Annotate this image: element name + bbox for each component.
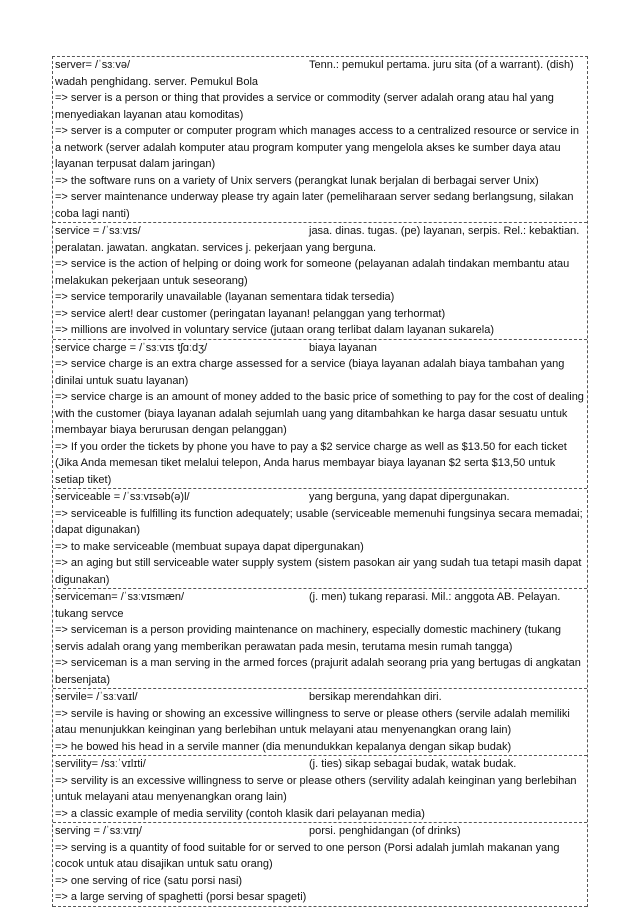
entry-example: => servile is having or showing an excessive willingness to serve or please others (servile adalah memiliki atau menunjukkan keinginan yang berlebihan untuk melayani atau menyenangkan orang lain) bbox=[55, 707, 570, 736]
dictionary-entry bbox=[53, 57, 587, 223]
entry-example: => he bowed his head in a servile manner (dia menundukkan kepalanya dengan sikap budak) bbox=[55, 740, 512, 753]
entry-definition: biaya layanan bbox=[309, 341, 377, 354]
entry-definition: (j. ties) sikap sebagai budak, watak budak. bbox=[309, 758, 517, 770]
entry-example: => servility is an excessive willingness to serve or please others (servility adalah keinginan yang berlebihan untuk melayani atau menyenangkan orang lain) bbox=[55, 774, 577, 803]
dictionary-entry bbox=[53, 823, 587, 907]
entry-heading bbox=[55, 223, 585, 256]
entry-definition: Tenn.: pemukul pertama. juru sita (of a warrant). (dish) wadah penghidang. server. Pemukul Bola bbox=[55, 59, 574, 88]
entry-example: => service charge is an extra charge assessed for a service (biaya layanan adalah biaya tambahan yang dinilai untuk suatu layanan) bbox=[55, 358, 565, 387]
entry-word: serviceman= /ˈsɜːvɪsmæn/ bbox=[55, 591, 185, 603]
entry-example: => serviceman is a man serving in the armed forces (prajurit adalah seorang pria yang bertugas di angkatan bersenjata) bbox=[55, 657, 581, 686]
entry-example: => serviceable is fulfilling its function adequately; usable (serviceable memenuhi fungsinya secara memadai; dapat digunakan) bbox=[55, 507, 583, 536]
entry-heading bbox=[55, 340, 585, 357]
dictionary-entry bbox=[53, 340, 587, 490]
entry-example: => to make serviceable (membuat supaya dapat dipergunakan) bbox=[55, 540, 364, 553]
entry-word: service charge = /ˈsɜːvɪs tʃɑːdʒ/ bbox=[55, 341, 208, 354]
entry-example: => server is a computer or computer program which manages access to a centralized resource or service in a network (server adalah komputer atau program komputer yang mengelola akses ke sumber daya atau layanan terpusat dalam jaringan) bbox=[55, 125, 579, 170]
entry-definition: porsi. penghidangan (of drinks) bbox=[309, 825, 461, 837]
dictionary-entry bbox=[53, 756, 587, 823]
entry-example: => one serving of rice (satu porsi nasi) bbox=[55, 874, 243, 887]
entry-example: => the software runs on a variety of Unix servers (perangkat lunak berjalan di berbagai server Unix) bbox=[55, 174, 539, 187]
entry-example: => If you order the tickets by phone you have to pay a $2 service charge as well as $13.50 for each ticket (Jika Anda memesan tiket melalui telepon, Anda harus membayar biaya layanan $2 serta $13,50 untuk setiap tiket) bbox=[55, 440, 567, 486]
entry-example: => serving is a quantity of food suitable for or served to one person (Porsi adalah jumlah makanan yang cocok untuk atau disajikan untuk satu orang) bbox=[55, 841, 560, 870]
entry-example: => a large serving of spaghetti (porsi besar spageti) bbox=[55, 891, 307, 903]
entry-example: => service is the action of helping or doing work for someone (pelayanan adalah tindakan membantu atau melakukan pekerjaan untuk seseorang) bbox=[55, 258, 570, 287]
dictionary-entry bbox=[53, 223, 587, 340]
entry-example: => server is a person or thing that provides a service or commodity (server adalah orang atau hal yang menyediakan layanan atau komoditas) bbox=[55, 92, 554, 121]
entry-heading bbox=[55, 589, 585, 622]
entry-example: => server maintenance underway please try again later (pemeliharaan server sedang berlangsung, silakan coba lagi nanti) bbox=[55, 191, 574, 220]
dictionary-document bbox=[52, 56, 588, 907]
entry-definition: yang berguna, yang dapat dipergunakan. bbox=[309, 491, 510, 503]
dictionary-entry bbox=[53, 489, 587, 589]
entry-word: service = /ˈsɜːvɪs/ bbox=[55, 225, 141, 237]
entry-example: => serviceman is a person providing maintenance on machinery, especially domestic machinery (tukang servis adalah orang yang memberikan perawatan pada mesin, terutama mesin rumah tangga) bbox=[55, 624, 562, 653]
entry-definition: bersikap merendahkan diri. bbox=[309, 691, 442, 703]
entry-heading bbox=[55, 689, 585, 706]
entry-example: => a classic example of media servility (contoh klasik dari pelayanan media) bbox=[55, 807, 425, 820]
entry-heading bbox=[55, 823, 585, 840]
entry-word: servility= /sɜːˈvɪlɪti/ bbox=[55, 758, 146, 770]
dictionary-entry bbox=[53, 689, 587, 756]
entry-word: servile= /ˈsɜːvaɪl/ bbox=[55, 691, 138, 703]
entry-heading bbox=[55, 57, 585, 90]
entry-heading bbox=[55, 489, 585, 506]
entry-word: serving = /ˈsɜːvɪŋ/ bbox=[55, 825, 142, 837]
entry-example: => service temporarily unavailable (layanan sementara tidak tersedia) bbox=[55, 291, 395, 303]
dictionary-entry bbox=[53, 589, 587, 689]
entry-heading bbox=[55, 756, 585, 773]
entry-example: => an aging but still serviceable water supply system (sistem pasokan air yang sudah tua tetapi masih dapat digunakan) bbox=[55, 557, 582, 586]
entry-definition: jasa. dinas. tugas. (pe) layanan, serpis. Rel.: kebaktian. peralatan. jawatan. angkatan. services j. pekerjaan yang berguna. bbox=[55, 225, 580, 254]
entry-example: => service alert! dear customer (peringatan layanan! pelanggan yang terhormat) bbox=[55, 307, 446, 320]
entry-word: serviceable = /ˈsɜːvɪsəb(ə)l/ bbox=[55, 491, 190, 503]
entry-example: => service charge is an amount of money added to the basic price of something to pay for the cost of dealing with the customer (biaya layanan adalah sejumlah uang yang ditambahkan ke harga dasar sesuatu untuk membayar biaya berurusan dengan pelanggan) bbox=[55, 391, 584, 436]
entry-example: => millions are involved in voluntary service (jutaan orang terlibat dalam layanan sukarela) bbox=[55, 324, 495, 336]
entry-word: server= /ˈsɜːvə/ bbox=[55, 59, 131, 71]
entry-definition: (j. men) tukang reparasi. Mil.: anggota AB. Pelayan. tukang servce bbox=[55, 591, 561, 620]
